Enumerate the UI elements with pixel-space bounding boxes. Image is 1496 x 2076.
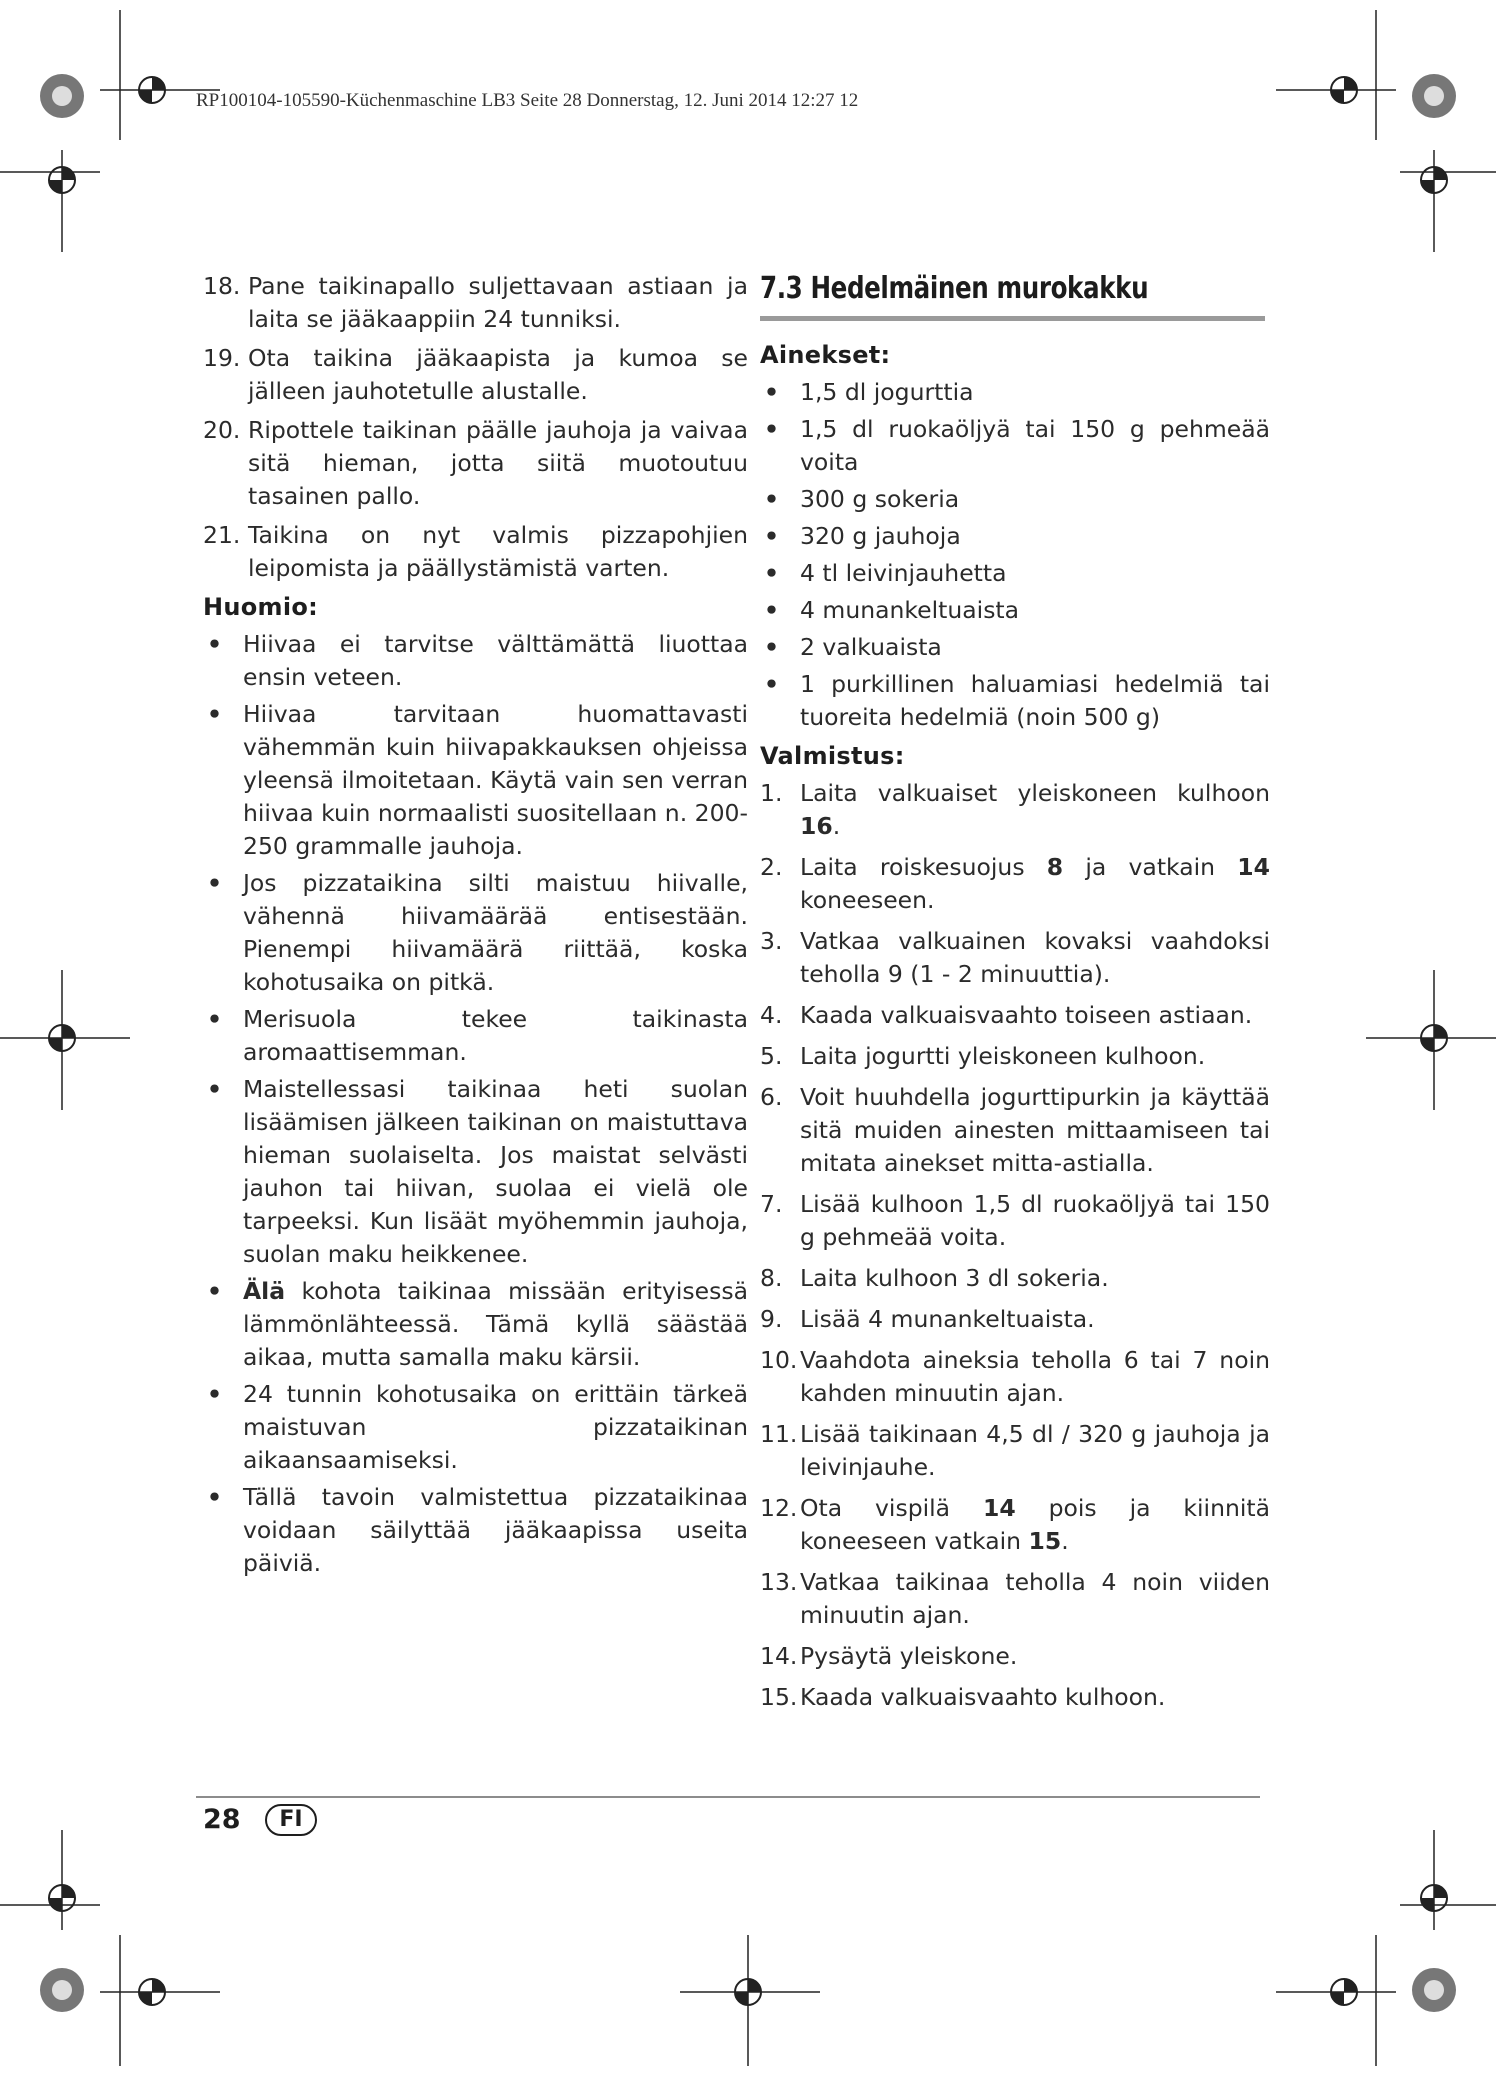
ingredients-heading: Ainekset: xyxy=(760,341,891,369)
step-part-text: Lisää 4 munankeltuaista. xyxy=(800,1305,1095,1333)
step-text xyxy=(800,1640,1270,1673)
list-item xyxy=(203,1073,748,1271)
list-item xyxy=(760,1492,1270,1558)
list-item xyxy=(760,1640,1270,1673)
step-number: 11. xyxy=(760,1420,798,1448)
step-text: Ota taikina jääkaapista ja kumoa se jälleen jauhotetulle alustalle. xyxy=(248,344,748,405)
list-item xyxy=(760,1262,1270,1295)
step-text: Taikina on nyt valmis pizzapohjien leipomista ja päällystämistä varten. xyxy=(248,521,748,582)
method-heading: Valmistus: xyxy=(760,742,905,770)
step-part-text: Pysäytä yleiskone. xyxy=(800,1642,1018,1670)
list-item xyxy=(760,851,1270,917)
section-title: 7.3 Hedelmäinen murokakku xyxy=(760,271,1149,306)
list-item xyxy=(760,520,1270,553)
note-text: Jos pizzataikina silti maistuu hiivalle, vähennä hiivamäärää entisestään. Pienempi hiivamäärä riittää, koska kohotusaika on pitkä. xyxy=(243,869,748,996)
step-part-text: . xyxy=(832,812,841,840)
step-text xyxy=(800,999,1270,1032)
step-number: 1. xyxy=(760,779,783,807)
section-rule xyxy=(760,316,1265,321)
step-part-text: Vatkaa valkuainen kovaksi vaahdoksi teholla 9 (1 - 2 minuuttia). xyxy=(800,927,1270,988)
list-item xyxy=(760,1040,1270,1073)
step-part-text: ja vatkain xyxy=(1063,853,1238,881)
step-number: 13. xyxy=(760,1568,798,1596)
step-part-text: Vaahdota aineksia teholla 6 tai 7 noin kahden minuutin ajan. xyxy=(800,1346,1270,1407)
list-item xyxy=(760,594,1270,627)
step-number: 12. xyxy=(760,1494,798,1522)
step-text xyxy=(800,925,1270,991)
list-item xyxy=(203,1003,748,1069)
list-item xyxy=(203,628,748,694)
step-number: 19. xyxy=(203,344,241,372)
ingredient-list xyxy=(760,376,1270,734)
ingredient-text: 1 purkillinen haluamiasi hedelmiä tai tuoreita hedelmiä (noin 500 g) xyxy=(800,670,1270,731)
step-number: 14. xyxy=(760,1642,798,1670)
ingredient-text: 4 tl leivinjauhetta xyxy=(800,559,1007,587)
bullet-icon: • xyxy=(207,1005,223,1033)
note-text: Tällä tavoin valmistettua pizzataikinaa voidaan säilyttää jääkaapissa useita päiviä. xyxy=(243,1483,748,1577)
list-item xyxy=(203,1275,748,1374)
step-number: 21. xyxy=(203,521,241,549)
note-heading: Huomio: xyxy=(203,593,319,621)
step-text: Pane taikinapallo suljettavaan astiaan ja laita se jääkaappiin 24 tunniksi. xyxy=(248,272,748,333)
list-item xyxy=(760,1566,1270,1632)
bullet-icon: • xyxy=(207,1075,223,1103)
list-item xyxy=(760,1188,1270,1254)
step-number: 3. xyxy=(760,927,783,955)
note-text: 24 tunnin kohotusaika on erittäin tärkeä maistuvan pizzataikinan aikaansaamiseksi. xyxy=(243,1380,748,1474)
ingredient-text: 300 g sokeria xyxy=(800,485,960,513)
bullet-icon: • xyxy=(764,670,780,698)
list-item xyxy=(760,631,1270,664)
step-text xyxy=(800,1040,1270,1073)
bullet-icon: • xyxy=(207,630,223,658)
note-text: Älä kohota taikinaa missään erityisessä lämmönlähteessä. Tämä kyllä säästää aikaa, mutta samalla maku kärsii. xyxy=(243,1277,748,1371)
step-part-number: 14 xyxy=(1237,853,1270,881)
step-number: 5. xyxy=(760,1042,783,1070)
list-item xyxy=(760,777,1270,843)
step-part-text: Laita jogurtti yleiskoneen kulhoon. xyxy=(800,1042,1206,1070)
bullet-icon: • xyxy=(764,559,780,587)
step-part-text: Laita roiskesuojus xyxy=(800,853,1047,881)
list-item xyxy=(203,519,748,585)
bullet-icon: • xyxy=(764,378,780,406)
note-text: Merisuola tekee taikinasta aromaattisemman. xyxy=(243,1005,748,1066)
step-part-text: koneeseen. xyxy=(800,886,935,914)
page-number: 28 xyxy=(203,1804,241,1835)
list-item xyxy=(760,376,1270,409)
step-number: 4. xyxy=(760,1001,783,1029)
list-item xyxy=(760,999,1270,1032)
step-text xyxy=(800,777,1270,843)
step-text xyxy=(800,851,1270,917)
step-part-text: pois ja kiinnitä koneeseen vatkain xyxy=(800,1494,1270,1555)
step-number: 2. xyxy=(760,853,783,881)
list-item xyxy=(760,1681,1270,1714)
ingredient-text: 2 valkuaista xyxy=(800,633,942,661)
step-number: 6. xyxy=(760,1083,783,1111)
list-item xyxy=(760,1344,1270,1410)
step-text xyxy=(800,1262,1270,1295)
step-number: 20. xyxy=(203,416,241,444)
step-text xyxy=(800,1188,1270,1254)
list-item xyxy=(760,1081,1270,1180)
list-item xyxy=(760,1418,1270,1484)
footer-rule xyxy=(196,1796,1260,1798)
bullet-icon: • xyxy=(764,485,780,513)
step-number: 18. xyxy=(203,272,241,300)
bullet-icon: • xyxy=(207,1380,223,1408)
language-badge: FI xyxy=(265,1804,317,1836)
step-part-text: . xyxy=(1061,1527,1069,1555)
step-text xyxy=(800,1344,1270,1410)
bullet-icon: • xyxy=(764,415,780,443)
list-item xyxy=(203,698,748,863)
list-item xyxy=(203,270,748,336)
step-part-number: 16 xyxy=(800,812,833,840)
step-text xyxy=(800,1303,1270,1336)
note-text: Hiivaa ei tarvitse välttämättä liuottaa ensin veteen. xyxy=(243,630,748,691)
step-text: Ripottele taikinan päälle jauhoja ja vaivaa sitä hieman, jotta siitä muotoutuu tasainen pallo. xyxy=(248,416,748,510)
step-number: 15. xyxy=(760,1683,798,1711)
note-text: Maistellessasi taikinaa heti suolan lisäämisen jälkeen taikinan on maistuttava hieman suolaiselta. Jos maistat selvästi jauhon tai hiivan, suolaa ei vielä ole tarpeeksi. Kun lisäät myöhemmin jauhoja, suolan maku heikkenee. xyxy=(243,1075,748,1268)
note-list xyxy=(203,628,748,1580)
list-item xyxy=(760,557,1270,590)
step-part-text: Ota vispilä xyxy=(800,1494,983,1522)
step-text xyxy=(800,1418,1270,1484)
step-text xyxy=(800,1492,1270,1558)
step-text xyxy=(800,1566,1270,1632)
ingredient-text: 4 munankeltuaista xyxy=(800,596,1020,624)
step-part-text: Kaada valkuaisvaahto kulhoon. xyxy=(800,1683,1166,1711)
bullet-icon: • xyxy=(207,1483,223,1511)
list-item xyxy=(203,414,748,513)
left-column xyxy=(203,270,748,1584)
bullet-icon: • xyxy=(764,633,780,661)
bullet-icon: • xyxy=(764,522,780,550)
left-step-list xyxy=(203,270,748,585)
bullet-icon: • xyxy=(207,869,223,897)
list-item xyxy=(760,1303,1270,1336)
step-part-text: Vatkaa taikinaa teholla 4 noin viiden minuutin ajan. xyxy=(800,1568,1270,1629)
step-part-text: Voit huuhdella jogurttipurkin ja käyttää sitä muiden ainesten mittaamiseen tai mitata ainekset mitta-astialla. xyxy=(800,1083,1270,1177)
step-number: 8. xyxy=(760,1264,783,1292)
list-item xyxy=(203,1481,748,1580)
bullet-icon: • xyxy=(207,1277,223,1305)
list-item xyxy=(760,668,1270,734)
step-part-number: 15 xyxy=(1028,1527,1062,1555)
list-item xyxy=(203,867,748,999)
step-number: 9. xyxy=(760,1305,783,1333)
right-column xyxy=(760,270,1270,1722)
print-header: RP100104-105590-Küchenmaschine LB3 Seite 28 Donnerstag, 12. Juni 2014 12:27 12 xyxy=(196,90,859,111)
step-text xyxy=(800,1681,1270,1714)
step-text xyxy=(800,1081,1270,1180)
note-text: Hiivaa tarvitaan huomattavasti vähemmän kuin hiivapakkauksen ohjeissa yleensä ilmoitetaan. Käytä vain sen verran hiivaa kuin normaalisti suositellaan n. 200-250 grammalle jauhoja. xyxy=(243,700,748,860)
step-part-number: 14 xyxy=(982,1494,1016,1522)
step-part-number: 8 xyxy=(1046,853,1064,881)
ingredient-text: 1,5 dl jogurttia xyxy=(800,378,974,406)
step-number: 10. xyxy=(760,1346,798,1374)
step-part-text: Kaada valkuaisvaahto toiseen astiaan. xyxy=(800,1001,1253,1029)
bullet-icon: • xyxy=(764,596,780,624)
ingredient-text: 1,5 dl ruokaöljyä tai 150 g pehmeää voita xyxy=(800,415,1270,476)
list-item xyxy=(760,483,1270,516)
step-part-text: Lisää kulhoon 1,5 dl ruokaöljyä tai 150 g pehmeää voita. xyxy=(800,1190,1270,1251)
bullet-icon: • xyxy=(207,700,223,728)
step-number: 7. xyxy=(760,1190,783,1218)
list-item xyxy=(203,1378,748,1477)
ingredient-text: 320 g jauhoja xyxy=(800,522,961,550)
step-part-text: Laita kulhoon 3 dl sokeria. xyxy=(800,1264,1109,1292)
method-step-list xyxy=(760,777,1270,1714)
list-item xyxy=(760,413,1270,479)
step-part-text: Laita valkuaiset yleiskoneen kulhoon xyxy=(800,779,1270,807)
step-part-text: Lisää taikinaan 4,5 dl / 320 g jauhoja ja leivinjauhe. xyxy=(800,1420,1270,1481)
list-item xyxy=(203,342,748,408)
list-item xyxy=(760,925,1270,991)
